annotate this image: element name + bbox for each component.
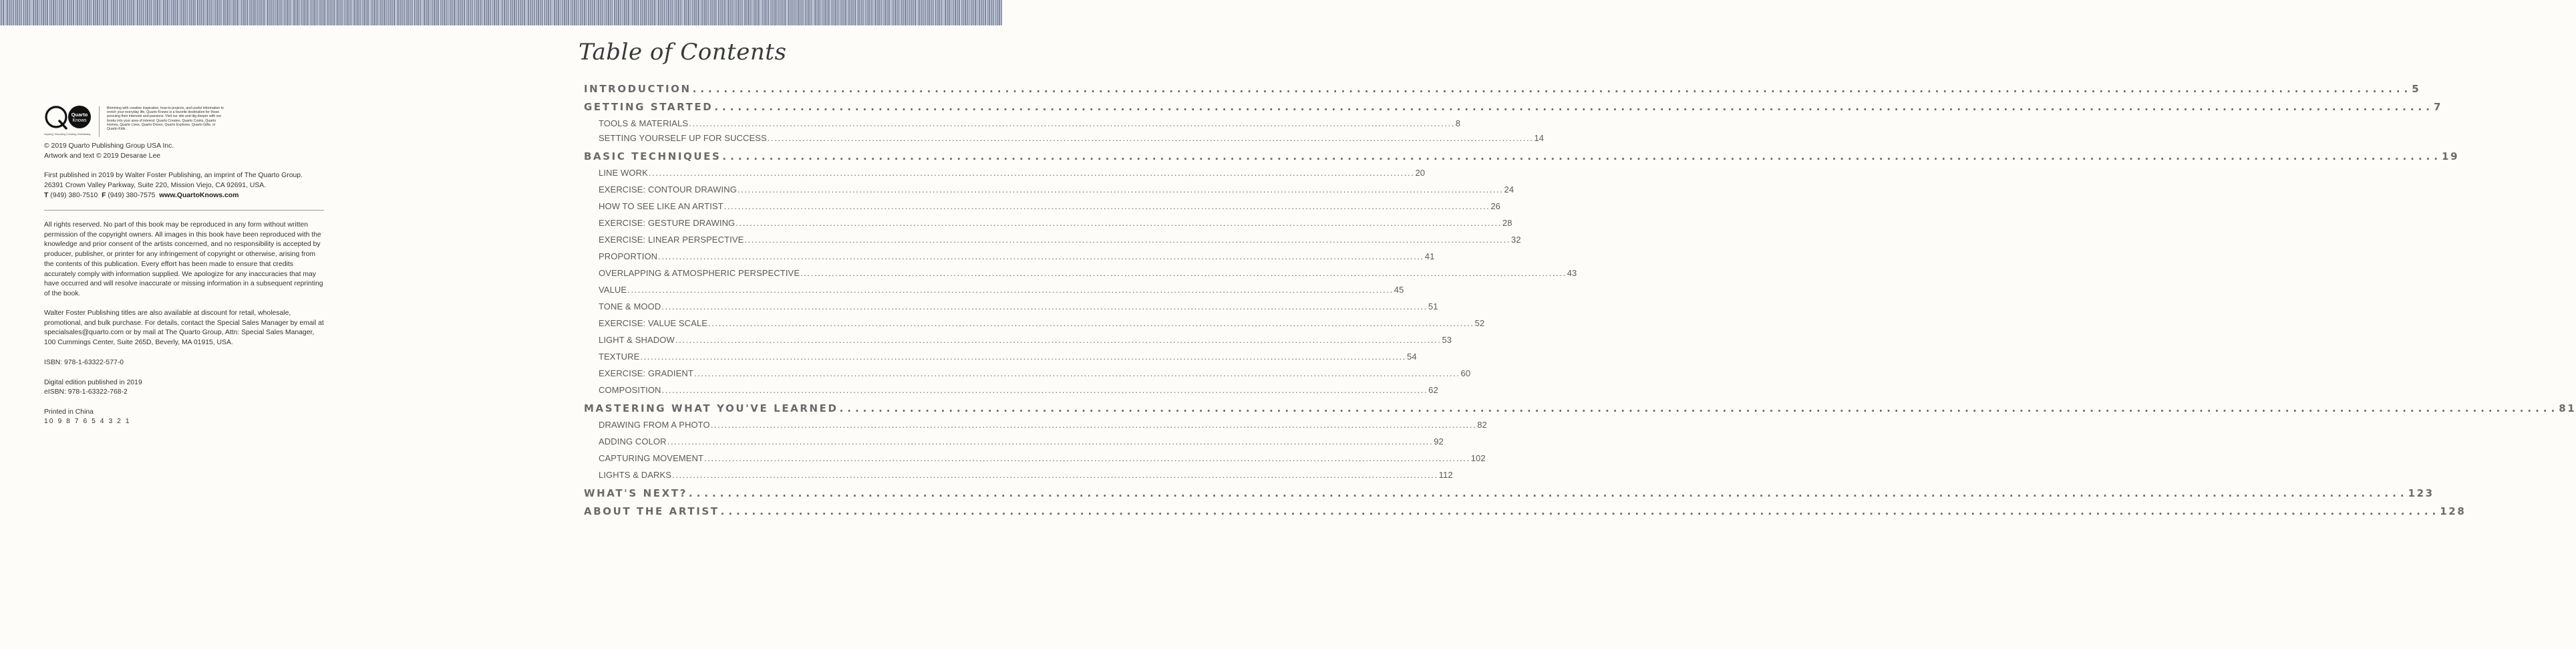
toc-dot-leader: ............................................................................................................................................................................................................................ xyxy=(707,318,1474,328)
toc-dot-leader: ............................................................................................................................................................................................................................ xyxy=(723,201,1490,211)
toc-dot-leader: ............................................................................................................................................................................................................................ xyxy=(737,184,1504,194)
toc-entry-page: 32 xyxy=(1510,235,1521,245)
toc-entry-label: EXERCISE: LINEAR PERSPECTIVE xyxy=(599,235,744,245)
toc-subsection-entry xyxy=(599,251,1435,261)
publisher-line-1: First published in 2019 by Walter Foster Publishing, an imprint of The Quarto Group. xyxy=(44,172,303,179)
toc-dot-leader: ............................................................................................................................................................................................................................ xyxy=(720,505,2440,517)
toc-entry-page: 7 xyxy=(2433,101,2442,113)
toc-subsection-entry xyxy=(599,201,1501,211)
digital-edition: Digital edition published in 2019 xyxy=(44,379,142,386)
toc-subsection-entry xyxy=(599,385,1438,395)
toc-entry-page: 28 xyxy=(1502,218,1512,228)
toc-entry-label: WHAT'S NEXT? xyxy=(584,487,687,499)
toc-subsection-entry xyxy=(599,218,1512,228)
sales-paragraph: Walter Foster Publishing titles are also available at discount for retail, wholesale, promotional, and bulk purchase. For details, contact the Special Sales Manager by email at specialsales@quarto.com or by mail at The Quarto Group, Attn: Special Sales Manager, 100 Cummings Center, Suite 265D, Beverly, MA 01915, USA. xyxy=(44,309,324,347)
toc-entry-page: 51 xyxy=(1428,301,1438,311)
toc-dot-leader: ............................................................................................................................................................................................................................ xyxy=(661,385,1428,395)
toc-subsection-entry xyxy=(599,268,1577,278)
toc-subsection-entry xyxy=(599,352,1417,362)
phone-f: (949) 380-7575 xyxy=(108,192,156,199)
toc-entry-label: GETTING STARTED xyxy=(584,101,713,113)
eisbn: eISBN: 978-1-63322-768-2 xyxy=(44,388,128,396)
toc-entry-page: 24 xyxy=(1504,184,1514,194)
toc-entry-page: 43 xyxy=(1567,268,1577,278)
toc-entry-label: PROPORTION xyxy=(599,251,658,261)
toc-dot-leader: ............................................................................................................................................................................................................................ xyxy=(658,251,1424,261)
toc-subsection-entry xyxy=(599,420,1487,430)
toc-section-entry xyxy=(584,402,2576,414)
toc-entry-label: LIGHTS & DARKS xyxy=(599,470,672,480)
toc-entry-page: 53 xyxy=(1442,335,1452,345)
copyright-line-2: Artwork and text © 2019 Desarae Lee xyxy=(44,152,161,160)
toc-entry-page: 62 xyxy=(1428,385,1438,395)
toc-subsection-entry xyxy=(599,453,1486,463)
toc-section-entry xyxy=(584,101,2442,113)
toc-section-entry xyxy=(584,487,2434,499)
toc-section-entry xyxy=(584,83,2421,95)
toc-entry-label: TEXTURE xyxy=(599,352,640,362)
toc-entry-page: 123 xyxy=(2408,487,2434,499)
toc-dot-leader: ............................................................................................................................................................................................................................ xyxy=(640,352,1406,362)
phone-t: (949) 380-7510 xyxy=(50,192,98,199)
toc-dot-leader: ............................................................................................................................................................................................................................ xyxy=(689,118,1455,128)
toc-dot-leader: ............................................................................................................................................................................................................................ xyxy=(839,402,2559,414)
toc-entry-label: VALUE xyxy=(599,285,627,295)
toc-entry-label: TOOLS & MATERIALS xyxy=(599,118,689,128)
toc-section-entry xyxy=(584,505,2466,517)
toc-subsection-entry xyxy=(599,285,1404,295)
toc-entry-label: BASIC TECHNIQUES xyxy=(584,150,721,162)
toc-entry-page: 45 xyxy=(1394,285,1404,295)
logo-blurb: Brimming with creative inspiration, how-to projects, and useful information to enrich your everyday life, Quarto Knows is a favorite destination for those pursuing their interests and passions. Visit our site and dig deeper with our books into your area of interest: Quarto Creates, Quarto Cooks, Quarto Homes, Quarto Lives, Quarto Drives, Quarto Explores, Quarto Gifts, or Quarto Kids. xyxy=(107,106,224,132)
toc-entry-page: 60 xyxy=(1460,368,1471,378)
toc-dot-leader: ............................................................................................................................................................................................................................ xyxy=(722,150,2442,162)
quarto-knows-logo xyxy=(44,105,88,129)
phone-t-label: T xyxy=(44,192,49,199)
toc-entry-page: 14 xyxy=(1534,133,1545,143)
toc-dot-leader: ............................................................................................................................................................................................................................ xyxy=(744,235,1510,245)
toc-dot-leader: ............................................................................................................................................................................................................................ xyxy=(704,453,1470,463)
toc-entry-page: 20 xyxy=(1415,168,1426,178)
toc-entry-page: 102 xyxy=(1470,453,1486,463)
toc-title: Table of Contents xyxy=(579,39,787,66)
logo-divider xyxy=(99,106,100,137)
horizontal-divider xyxy=(44,210,324,211)
toc-dot-leader: ............................................................................................................................................................................................................................ xyxy=(667,436,1434,446)
toc-entry-label: TONE & MOOD xyxy=(599,301,661,311)
toc-entry-page: 5 xyxy=(2412,83,2421,95)
toc-entry-label: HOW TO SEE LIKE AN ARTIST xyxy=(599,201,723,211)
decorative-striped-band xyxy=(0,0,1002,25)
toc-entry-label: MASTERING WHAT YOU'VE LEARNED xyxy=(584,402,838,414)
logo-tagline: Inspiring | Educating | Creating | Entertaining xyxy=(44,133,91,136)
toc-dot-leader: ............................................................................................................................................................................................................................ xyxy=(692,83,2412,95)
toc-entry-label: OVERLAPPING & ATMOSPHERIC PERSPECTIVE xyxy=(599,268,800,278)
toc-dot-leader: ............................................................................................................................................................................................................................ xyxy=(648,168,1415,178)
copyright-line-1: © 2019 Quarto Publishing Group USA Inc. xyxy=(44,142,174,150)
toc-entry-label: SETTING YOURSELF UP FOR SUCCESS xyxy=(599,133,767,143)
toc-subsection-entry xyxy=(599,318,1485,328)
toc-subsection-entry xyxy=(599,368,1471,378)
toc-dot-leader: ............................................................................................................................................................................................................................ xyxy=(714,101,2434,113)
toc-entry-page: 92 xyxy=(1434,436,1444,446)
toc-dot-leader: ............................................................................................................................................................................................................................ xyxy=(627,285,1394,295)
toc-subsection-entry xyxy=(599,184,1514,194)
toc-subsection-entry xyxy=(599,118,1461,128)
logo-circle-text-2: Knows xyxy=(72,118,87,123)
toc-dot-leader: ............................................................................................................................................................................................................................ xyxy=(693,368,1460,378)
print-line: 10 9 8 7 6 5 4 3 2 1 xyxy=(44,418,131,425)
quarto-knows-logo-block xyxy=(44,105,245,138)
toc-entry-page: 54 xyxy=(1406,352,1417,362)
publisher-address: 26391 Crown Valley Parkway, Suite 220, Mission Viejo, CA 92691, USA. xyxy=(44,182,267,189)
toc-entry-label: LINE WORK xyxy=(599,168,648,178)
toc-entry-page: 82 xyxy=(1477,420,1487,430)
isbn: ISBN: 978-1-63322-577-0 xyxy=(44,359,124,366)
toc-entry-label: EXERCISE: CONTOUR DRAWING xyxy=(599,184,737,194)
toc-entry-label: EXERCISE: GESTURE DRAWING xyxy=(599,218,736,228)
toc-dot-leader: ............................................................................................................................................................................................................................ xyxy=(767,133,1534,143)
toc-dot-leader: ............................................................................................................................................................................................................................ xyxy=(688,487,2408,499)
toc-subsection-entry xyxy=(599,133,1545,143)
toc-subsection-entry xyxy=(599,436,1444,446)
logo-circle-text-1: Quarto xyxy=(71,112,88,118)
toc-entry-label: EXERCISE: GRADIENT xyxy=(599,368,693,378)
toc-entry-label: ABOUT THE ARTIST xyxy=(584,505,719,517)
toc-entry-page: 19 xyxy=(2442,150,2460,162)
publisher-contact xyxy=(44,191,238,201)
toc-subsection-entry xyxy=(599,470,1453,480)
toc-entry-label: CAPTURING MOVEMENT xyxy=(599,453,704,463)
toc-entry-page: 41 xyxy=(1424,251,1435,261)
phone-f-label: F xyxy=(102,192,106,199)
toc-entry-label: DRAWING FROM A PHOTO xyxy=(599,420,710,430)
printed-in: Printed in China xyxy=(44,408,94,416)
toc-dot-leader: ............................................................................................................................................................................................................................ xyxy=(800,268,1567,278)
rights-paragraph: All rights reserved. No part of this book may be reproduced in any form without written permission of the copyright owners. All images in this book have been reproduced with the knowledge and prior consent of the artists concerned, and no responsibility is accepted by producer, publisher, or printer for any infringement of copyright or otherwise, arising from the contents of this publication. Every effort has been made to ensure that credits accurately comply with information supplied. We apologize for any inaccuracies that may have occurred and will resolve inaccurate or missing information in a subsequent reprinting of the book. xyxy=(44,221,323,297)
website-link[interactable]: www.QuartoKnows.com xyxy=(159,192,239,199)
toc-entry-page: 112 xyxy=(1438,470,1453,480)
toc-dot-leader: ............................................................................................................................................................................................................................ xyxy=(672,470,1438,480)
toc-entry-page: 52 xyxy=(1474,318,1485,328)
toc-entry-page: 26 xyxy=(1490,201,1501,211)
toc-dot-leader: ............................................................................................................................................................................................................................ xyxy=(661,301,1428,311)
toc-subsection-entry xyxy=(599,168,1426,178)
toc-subsection-entry xyxy=(599,235,1521,245)
toc-dot-leader: ............................................................................................................................................................................................................................ xyxy=(736,218,1502,228)
toc-entry-page: 8 xyxy=(1455,118,1461,128)
toc-entry-label: EXERCISE: VALUE SCALE xyxy=(599,318,707,328)
toc-entry-label: ADDING COLOR xyxy=(599,436,667,446)
toc-entry-label: COMPOSITION xyxy=(599,385,661,395)
toc-entry-page: 128 xyxy=(2440,505,2466,517)
toc-entry-label: INTRODUCTION xyxy=(584,83,691,95)
toc-entry-page: 81 xyxy=(2559,402,2576,414)
toc-dot-leader: ............................................................................................................................................................................................................................ xyxy=(675,335,1442,345)
toc-entry-label: LIGHT & SHADOW xyxy=(599,335,675,345)
toc-subsection-entry xyxy=(599,335,1452,345)
toc-section-entry xyxy=(584,150,2460,162)
toc-subsection-entry xyxy=(599,301,1438,311)
toc-dot-leader: ............................................................................................................................................................................................................................ xyxy=(710,420,1477,430)
